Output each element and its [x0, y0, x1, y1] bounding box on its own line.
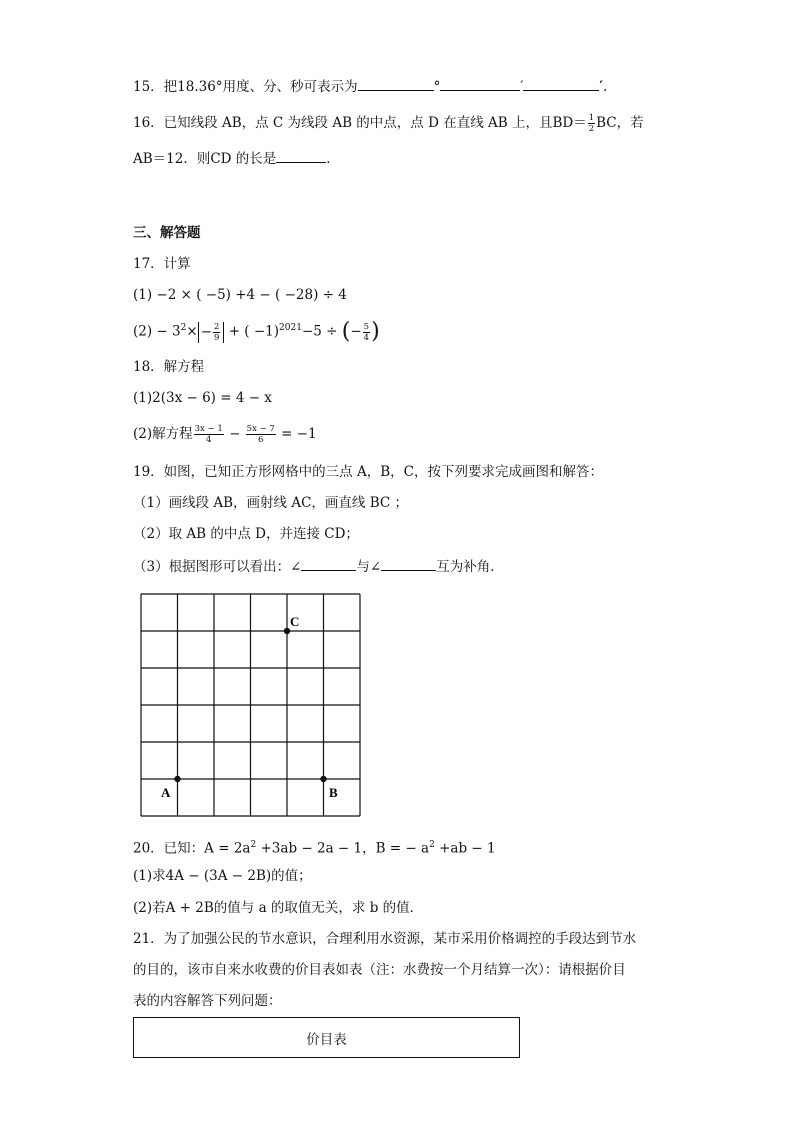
q16-text-2b: ．: [326, 151, 340, 167]
q17-frac2: [363, 322, 370, 343]
q20-part1: (1)求4A − (3A − 2B)的值；: [133, 868, 312, 884]
q17-frac2-num: 5: [363, 321, 370, 332]
question-16: [133, 113, 644, 134]
q15-end: .: [602, 79, 608, 95]
q17-frac2-den: 4: [363, 332, 370, 343]
q16-blank-cd[interactable]: [276, 148, 326, 163]
label-b: B: [329, 785, 338, 800]
q20-sup2: 2: [429, 840, 435, 850]
q18-frac1-num: 3x − 1: [194, 424, 223, 434]
section-title: 三、解答题: [133, 225, 201, 241]
q17-p2-sup2: 2021: [279, 323, 302, 333]
q20-part2: (2)若A + 2B的值与 a 的取值无关，求 b 的值．: [133, 900, 424, 916]
label-c: C: [290, 614, 300, 629]
q21-line3: 表的内容解答下列问题：: [133, 993, 282, 1009]
q16-frac-num: 1: [588, 113, 595, 123]
q17-p2-d: −5 ÷: [301, 323, 338, 340]
q18-p2-a: (2)解方程: [133, 426, 193, 442]
q19-blank-angle1[interactable]: [301, 556, 356, 571]
grid-lines: [141, 594, 360, 816]
q19-p3-b: 与∠: [356, 559, 382, 575]
q18-frac2: [246, 424, 276, 445]
question-16-line2: [133, 148, 340, 169]
q17-abs-value: [198, 322, 225, 343]
q17-frac1-num: 2: [213, 321, 220, 332]
q21-line1: 21．为了加强公民的节水意识，合理利用水资源，某市采用价格调控的手段达到节水: [133, 931, 637, 947]
q16-text-1a: 16．已知线段 AB，点 C 为线段 AB 的中点，点 D 在直线 AB 上，且BD＝: [133, 115, 587, 131]
q19-title: 19．如图，已知正方形网格中的三点 A，B，C，按下列要求完成画图和解答：: [133, 464, 603, 480]
q18-frac1-den: 4: [205, 435, 212, 445]
q16-text-1b: BC，若: [596, 115, 644, 131]
q18-title: 18．解方程: [133, 359, 205, 375]
second-symbol: ′: [599, 79, 603, 95]
minute-symbol: ′: [520, 79, 524, 95]
right-paren: ): [371, 319, 380, 344]
q15-blank-seconds[interactable]: [523, 76, 599, 91]
q20-c: +ab − 1: [434, 840, 496, 857]
q17-part2: [133, 318, 380, 343]
question-15: [133, 76, 607, 97]
q18-p2-b: = −1: [281, 426, 317, 442]
q17-abs-sign: −: [200, 323, 212, 340]
q20-title: [133, 835, 496, 859]
q17-frac2-sign: −: [350, 323, 362, 340]
q19-blank-angle2[interactable]: [381, 556, 436, 571]
point-b: [320, 776, 326, 782]
q17-p2-c: + ( −1): [228, 323, 280, 340]
degree-symbol: °: [433, 79, 441, 95]
q19-p3-c: 互为补角．: [436, 559, 504, 575]
q16-fraction: [588, 113, 595, 134]
q18-frac2-den: 6: [258, 435, 264, 445]
left-paren: (: [341, 319, 351, 344]
q17-title: 17．计算: [133, 256, 191, 272]
q19-part3: [133, 556, 504, 577]
q15-blank-degrees[interactable]: [358, 76, 434, 91]
label-a: A: [161, 785, 171, 800]
q17-part1: (1) −2 × ( −5) +4 − ( −28) ÷ 4: [133, 287, 347, 303]
q18-frac1: [194, 424, 224, 445]
q18-minus: −: [229, 426, 241, 442]
q21-line2: 的目的，该市自来水收费的价目表如表（注：水费按一个月结算一次）：请根据价目: [133, 962, 626, 978]
q17-p2-sup1: 2: [180, 323, 187, 333]
q17-frac1: [213, 322, 220, 343]
q17-frac1-den: 9: [213, 332, 220, 343]
price-table-header: [133, 1017, 520, 1058]
q19-part1: （1）画线段 AB，画射线 AC，画直线 BC ；: [133, 495, 409, 511]
q18-part1: (1)2(3x − 6) = 4 − x: [133, 390, 272, 406]
q19-part2: （2）取 AB 的中点 D，并连接 CD；: [133, 526, 359, 542]
q20-b: +3ab − 2a − 1，B = − a: [256, 840, 430, 857]
price-table-title: 价目表: [306, 1031, 347, 1048]
q20-a: 20．已知：A = 2a: [133, 840, 251, 857]
q16-text-2a: AB＝12．则CD 的长是: [133, 151, 277, 167]
q17-p2-a: (2) − 3: [133, 323, 181, 340]
q20-sup1: 2: [250, 840, 257, 850]
q18-part2: [133, 424, 317, 445]
q15-text: 15．把18.36°用度、分、秒可表示为: [133, 79, 358, 95]
q18-frac2-num: 5x − 7: [246, 424, 275, 434]
q17-p2-b: ×: [186, 323, 198, 340]
point-a: [174, 776, 180, 782]
q19-p3-a: （3）根据图形可以看出：∠: [133, 559, 302, 575]
q15-blank-minutes[interactable]: [440, 76, 520, 91]
q16-frac-den: 2: [588, 124, 595, 134]
square-grid-figure: [140, 593, 362, 818]
